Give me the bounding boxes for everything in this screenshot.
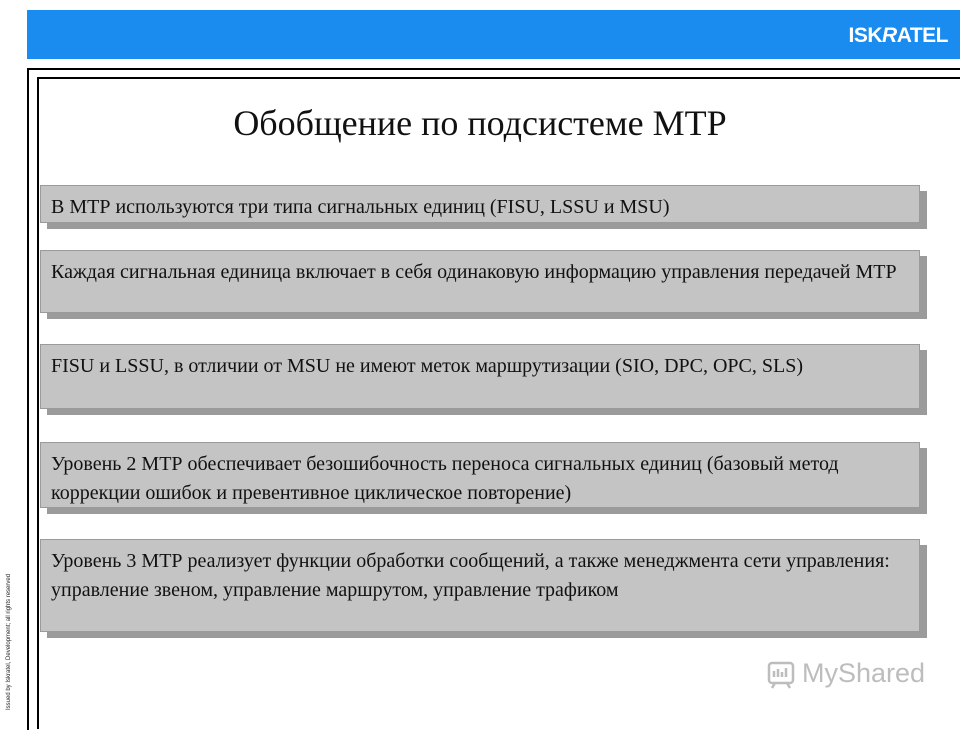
bullet-box-4: Уровень 2 МТР обеспечивает безошибочность переноса сигнальных единиц (базовый метод коррекции ошибок и превентивное циклическое повторение) [40, 442, 920, 508]
slide-title: Обобщение по подсистеме МТР [233, 103, 727, 143]
bullet-box-1: В МТР используются три типа сигнальных единиц (FISU, LSSU и MSU) [40, 185, 920, 223]
bullet-box-5: Уровень 3 МТР реализует функции обработки сообщений, а также менеджмента сети управления: управление звеном, управление маршрутом, управление трафиком [40, 539, 920, 632]
mortarboard-icon [766, 659, 796, 689]
iskratel-logo: ISKRATEL [848, 24, 948, 47]
bullet-box-2: Каждая сигнальная единица включает в себя одинаковую информацию управления передачей МТР [40, 250, 920, 313]
watermark-text: MyShared [802, 658, 926, 688]
copyright-note: Issued by Iskratel, Development; all rights reserved [6, 573, 12, 710]
header-bar [27, 10, 960, 59]
myshared-watermark [766, 658, 925, 689]
bullet-box-3: FISU и LSSU, в отличии от MSU не имеют меток маршрутизации (SIO, DPC, OPC, SLS) [40, 344, 920, 409]
